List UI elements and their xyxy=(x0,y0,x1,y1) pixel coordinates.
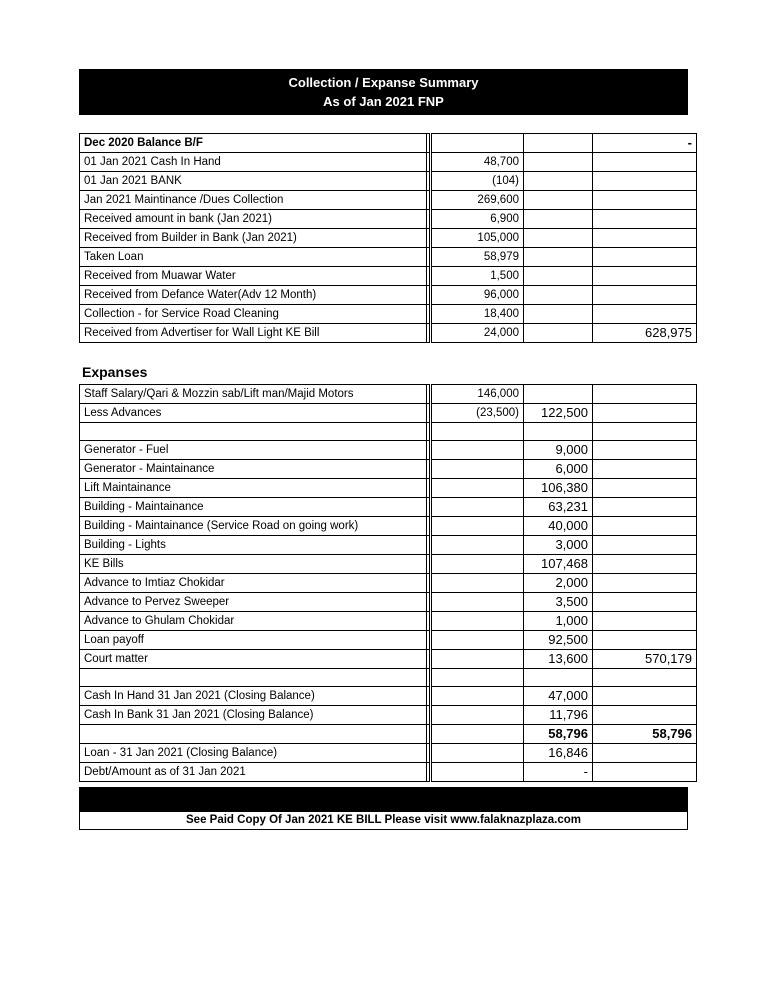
collection-table xyxy=(79,133,697,343)
amount-col-1 xyxy=(431,134,524,153)
amount-col-3 xyxy=(593,248,697,267)
row-label: Less Advances xyxy=(80,404,427,423)
amount-col-2: 3,000 xyxy=(524,536,593,555)
table-row xyxy=(80,210,697,229)
amount-col-3 xyxy=(593,153,697,172)
amount-col-3 xyxy=(593,744,697,763)
row-label: 01 Jan 2021 BANK xyxy=(80,172,427,191)
row-label: Cash In Bank 31 Jan 2021 (Closing Balance) xyxy=(80,706,427,725)
amount-col-3 xyxy=(593,423,697,441)
black-bar xyxy=(79,787,688,811)
amount-col-2 xyxy=(524,669,593,687)
amount-col-1 xyxy=(431,555,524,574)
table-row xyxy=(80,267,697,286)
amount-col-2: 3,500 xyxy=(524,593,593,612)
amount-col-2 xyxy=(524,324,593,343)
amount-col-1 xyxy=(431,744,524,763)
amount-col-2 xyxy=(524,423,593,441)
row-label: Building - Maintainance (Service Road on going work) xyxy=(80,517,427,536)
amount-col-2: 1,000 xyxy=(524,612,593,631)
amount-col-1 xyxy=(431,631,524,650)
amount-col-1: 18,400 xyxy=(431,305,524,324)
report-title-line-1: Collection / Expanse Summary xyxy=(288,75,479,90)
amount-col-3 xyxy=(593,555,697,574)
table-row xyxy=(80,248,697,267)
row-label: 01 Jan 2021 Cash In Hand xyxy=(80,153,427,172)
amount-col-2: 13,600 xyxy=(524,650,593,669)
table-row xyxy=(80,517,697,536)
amount-col-2: 122,500 xyxy=(524,404,593,423)
amount-col-2 xyxy=(524,305,593,324)
amount-col-3 xyxy=(593,441,697,460)
amount-col-3 xyxy=(593,574,697,593)
report-title xyxy=(79,69,688,115)
amount-col-2: 107,468 xyxy=(524,555,593,574)
table-row xyxy=(80,305,697,324)
amount-col-3: 628,975 xyxy=(593,324,697,343)
amount-col-1 xyxy=(431,441,524,460)
row-label xyxy=(80,669,427,687)
amount-col-1 xyxy=(431,498,524,517)
amount-col-3 xyxy=(593,229,697,248)
amount-col-1: 96,000 xyxy=(431,286,524,305)
table-row xyxy=(80,706,697,725)
amount-col-1 xyxy=(431,650,524,669)
footer-note: See Paid Copy Of Jan 2021 KE BILL Please visit www.falaknazplaza.com xyxy=(79,811,688,830)
amount-col-1 xyxy=(431,687,524,706)
row-label: Dec 2020 Balance B/F xyxy=(80,134,427,153)
table-row xyxy=(80,669,697,687)
amount-col-1: 24,000 xyxy=(431,324,524,343)
row-label: KE Bills xyxy=(80,555,427,574)
amount-col-1: (23,500) xyxy=(431,404,524,423)
amount-col-2: 9,000 xyxy=(524,441,593,460)
row-label: Staff Salary/Qari & Mozzin sab/Lift man/Majid Motors xyxy=(80,385,427,404)
row-label: Building - Lights xyxy=(80,536,427,555)
table-row xyxy=(80,498,697,517)
amount-col-3 xyxy=(593,460,697,479)
amount-col-1 xyxy=(431,593,524,612)
amount-col-2 xyxy=(524,229,593,248)
table-row xyxy=(80,574,697,593)
amount-col-1 xyxy=(431,536,524,555)
row-label: Generator - Fuel xyxy=(80,441,427,460)
amount-col-2: - xyxy=(524,763,593,782)
table-row xyxy=(80,479,697,498)
amount-col-1 xyxy=(431,706,524,725)
row-label: Generator - Maintainance xyxy=(80,460,427,479)
table-row xyxy=(80,423,697,441)
table-row xyxy=(80,631,697,650)
amount-col-2 xyxy=(524,286,593,305)
row-label: Received amount in bank (Jan 2021) xyxy=(80,210,427,229)
amount-col-2: 47,000 xyxy=(524,687,593,706)
amount-col-1: (104) xyxy=(431,172,524,191)
table-row xyxy=(80,404,697,423)
amount-col-3 xyxy=(593,385,697,404)
table-row xyxy=(80,725,697,744)
amount-col-1 xyxy=(431,763,524,782)
row-label: Building - Maintainance xyxy=(80,498,427,517)
amount-col-2 xyxy=(524,267,593,286)
amount-col-2: 92,500 xyxy=(524,631,593,650)
table-row xyxy=(80,460,697,479)
amount-col-2 xyxy=(524,191,593,210)
row-label: Advance to Ghulam Chokidar xyxy=(80,612,427,631)
table-row xyxy=(80,593,697,612)
row-label: Received from Builder in Bank (Jan 2021) xyxy=(80,229,427,248)
table-row xyxy=(80,441,697,460)
amount-col-3 xyxy=(593,498,697,517)
row-label: Received from Muawar Water xyxy=(80,267,427,286)
amount-col-2: 63,231 xyxy=(524,498,593,517)
table-row xyxy=(80,650,697,669)
amount-col-3 xyxy=(593,763,697,782)
amount-col-3 xyxy=(593,517,697,536)
amount-col-1 xyxy=(431,423,524,441)
amount-col-1 xyxy=(431,517,524,536)
table-row xyxy=(80,191,697,210)
row-label: Lift Maintainance xyxy=(80,479,427,498)
amount-col-1: 146,000 xyxy=(431,385,524,404)
amount-col-1: 269,600 xyxy=(431,191,524,210)
amount-col-1 xyxy=(431,669,524,687)
amount-col-3 xyxy=(593,305,697,324)
table-row xyxy=(80,172,697,191)
amount-col-2 xyxy=(524,248,593,267)
table-row xyxy=(80,763,697,782)
amount-col-2 xyxy=(524,134,593,153)
amount-col-1: 58,979 xyxy=(431,248,524,267)
amount-col-2: 106,380 xyxy=(524,479,593,498)
row-label: Received from Defance Water(Adv 12 Month) xyxy=(80,286,427,305)
amount-col-2: 58,796 xyxy=(524,725,593,744)
table-row xyxy=(80,229,697,248)
amount-col-3 xyxy=(593,172,697,191)
amount-col-3 xyxy=(593,593,697,612)
amount-col-2: 16,846 xyxy=(524,744,593,763)
amount-col-2 xyxy=(524,385,593,404)
row-label xyxy=(80,725,427,744)
table-row xyxy=(80,744,697,763)
amount-col-3 xyxy=(593,191,697,210)
row-label: Loan - 31 Jan 2021 (Closing Balance) xyxy=(80,744,427,763)
amount-col-3: 570,179 xyxy=(593,650,697,669)
amount-col-3 xyxy=(593,687,697,706)
amount-col-1 xyxy=(431,725,524,744)
amount-col-3 xyxy=(593,286,697,305)
table-row xyxy=(80,536,697,555)
amount-col-1: 48,700 xyxy=(431,153,524,172)
amount-col-1: 105,000 xyxy=(431,229,524,248)
amount-col-3 xyxy=(593,669,697,687)
row-label: Advance to Imtiaz Chokidar xyxy=(80,574,427,593)
amount-col-2: 2,000 xyxy=(524,574,593,593)
table-row xyxy=(80,687,697,706)
amount-col-3: 58,796 xyxy=(593,725,697,744)
row-label xyxy=(80,423,427,441)
amount-col-3 xyxy=(593,267,697,286)
report-title-line-2: As of Jan 2021 FNP xyxy=(323,94,444,109)
amount-col-3 xyxy=(593,706,697,725)
table-row xyxy=(80,153,697,172)
amount-col-2 xyxy=(524,210,593,229)
amount-col-3 xyxy=(593,612,697,631)
row-label: Taken Loan xyxy=(80,248,427,267)
row-label: Debt/Amount as of 31 Jan 2021 xyxy=(80,763,427,782)
amount-col-3 xyxy=(593,404,697,423)
amount-col-1 xyxy=(431,479,524,498)
row-label: Advance to Pervez Sweeper xyxy=(80,593,427,612)
table-row xyxy=(80,555,697,574)
amount-col-3 xyxy=(593,210,697,229)
amount-col-2: 40,000 xyxy=(524,517,593,536)
expanses-table xyxy=(79,384,697,782)
amount-col-3: - xyxy=(593,134,697,153)
amount-col-1: 6,900 xyxy=(431,210,524,229)
amount-col-1 xyxy=(431,460,524,479)
table-row xyxy=(80,134,697,153)
row-label: Loan payoff xyxy=(80,631,427,650)
row-label: Received from Advertiser for Wall Light KE Bill xyxy=(80,324,427,343)
amount-col-2 xyxy=(524,153,593,172)
row-label: Court matter xyxy=(80,650,427,669)
amount-col-1 xyxy=(431,574,524,593)
row-label: Collection - for Service Road Cleaning xyxy=(80,305,427,324)
table-row xyxy=(80,612,697,631)
amount-col-2 xyxy=(524,172,593,191)
amount-col-3 xyxy=(593,479,697,498)
table-row xyxy=(80,385,697,404)
amount-col-1 xyxy=(431,612,524,631)
expanses-heading: Expanses xyxy=(82,364,148,380)
row-label: Cash In Hand 31 Jan 2021 (Closing Balance) xyxy=(80,687,427,706)
row-label: Jan 2021 Maintinance /Dues Collection xyxy=(80,191,427,210)
amount-col-1: 1,500 xyxy=(431,267,524,286)
table-row xyxy=(80,286,697,305)
table-row xyxy=(80,324,697,343)
amount-col-3 xyxy=(593,631,697,650)
amount-col-2: 11,796 xyxy=(524,706,593,725)
amount-col-2: 6,000 xyxy=(524,460,593,479)
amount-col-3 xyxy=(593,536,697,555)
